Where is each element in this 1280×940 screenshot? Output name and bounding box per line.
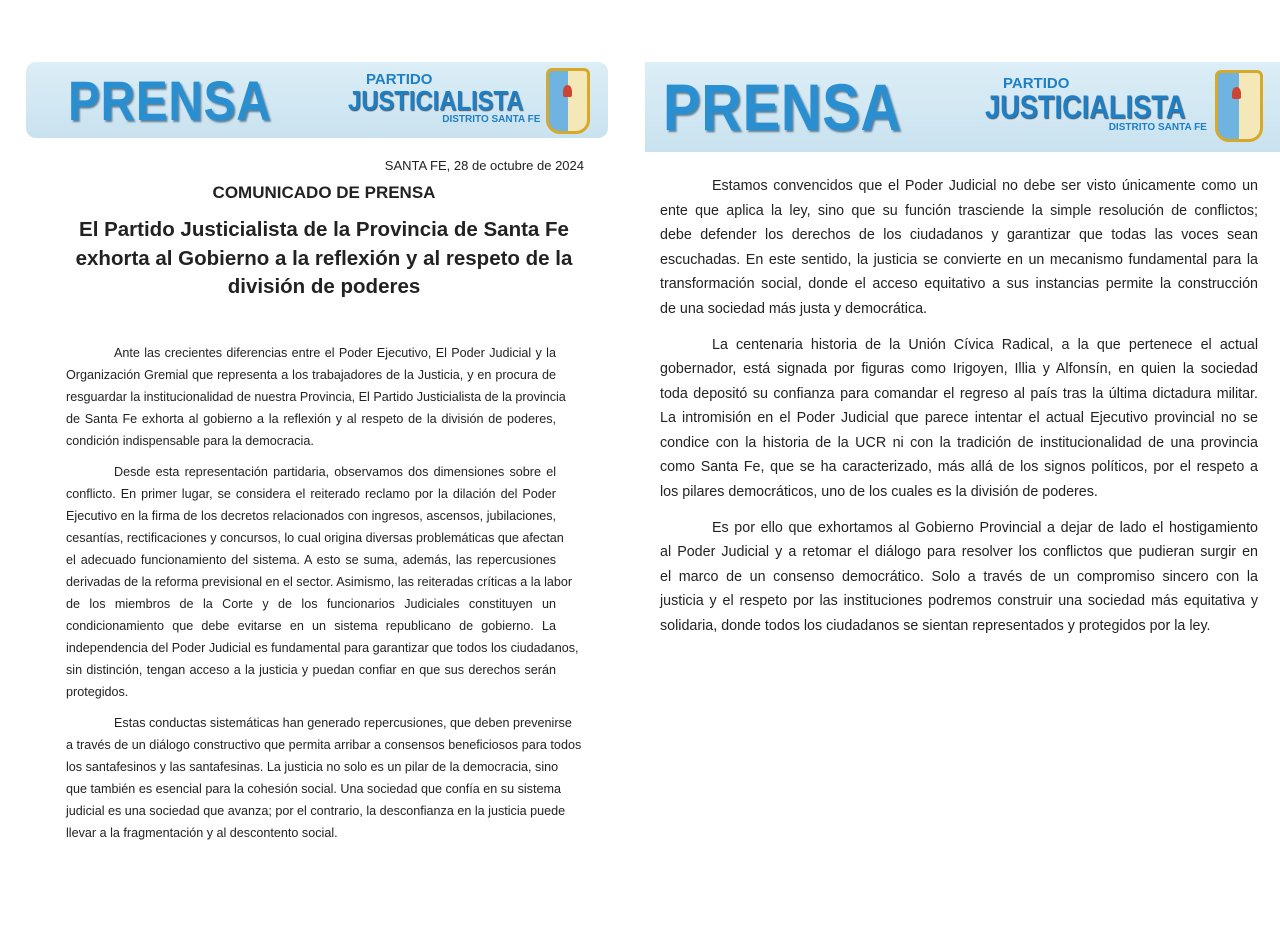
paragraph-line: condicionamiento que debe evitarse en un sistema republicano de gobierno. La — [66, 619, 556, 633]
paragraph-line: La centenaria historia de la Unión Cívica Radical, a la que pertenece el actual — [712, 336, 1258, 353]
paragraph — [66, 461, 579, 703]
party-seal-icon — [546, 68, 590, 134]
paragraph-line: el marco de un consenso democrático. Solo a través de un compromiso sincero con la — [660, 568, 1258, 585]
paragraph-line: derivadas de la reforma previsional en el sector. Asimismo, las reiteradas críticas a la labor — [66, 575, 573, 589]
logo-partido: PARTIDO — [1003, 75, 1070, 92]
paragraph — [660, 174, 1258, 321]
paragraph-line: conflicto. En primer lugar, se considera el reiterado reclamo por la dilación del Poder — [66, 487, 556, 501]
logo-distrito: DISTRITO SANTA FE — [442, 114, 541, 125]
paragraph-line: de Santa Fe exhorta al gobierno a la reflexión y al respeto de la división de poderes, — [66, 412, 556, 426]
paragraph-line: solidaria, donde todos los ciudadanos se sientan representados y protegidos por la ley. — [660, 617, 1211, 634]
press-title: El Partido Justicialista de la Provincia de Santa Fe exhorta al Gobierno a la reflexión y al respeto de la división de poderes — [75, 218, 573, 298]
press-date: SANTA FE, 28 de octubre de 2024 — [384, 158, 584, 173]
paragraph-line: Estamos convencidos que el Poder Judicial no debe ser visto únicamente como un — [712, 178, 1258, 194]
logo-partido: PARTIDO — [366, 71, 433, 88]
prensa-logo-text: PRENSA — [663, 70, 902, 144]
paragraph-line: sin distinción, tengan acceso a la justicia y puedan confiar en que sus derechos serán — [66, 663, 556, 677]
paragraph-line: condice con la historia de la UCR ni con la tradición de institucionalidad de una provincia — [660, 434, 1258, 451]
paragraph-line: debe defender los derechos de los ciudadanos y garantizar que todas las voces sean — [660, 227, 1258, 243]
party-logo — [348, 72, 554, 125]
paragraph-line: escuchadas. En este sentido, la justicia se convierte en un mecanismo fundamental para la — [660, 251, 1258, 268]
paragraph-line: Ante las crecientes diferencias entre el Poder Ejecutivo, El Poder Judicial y la — [114, 346, 556, 360]
paragraph-line: judicial es una sociedad que avanza; por el contrario, la desconfianza en la justicia puede — [66, 804, 566, 818]
paragraph-line: llevar a la fragmentación y al descontento social. — [66, 826, 338, 840]
paragraph-line: Es por ello que exhortamos al Gobierno Provincial a dejar de lado el hostigamiento — [712, 519, 1258, 536]
paragraph-line: ente que aplica la ley, sino que su función trasciende la simple resolución de conflictos; — [660, 202, 1258, 219]
paragraph-line: condición indispensable para la democracia. — [66, 434, 314, 448]
party-logo — [985, 76, 1221, 133]
paragraph-line: como Santa Fe, que se ha caracterizado, más allá de los signos políticos, por el respeto a — [660, 459, 1258, 475]
paragraph-line: Organización Gremial que representa a los trabajadores de la Justicia, y en procura de — [66, 368, 556, 382]
party-seal-icon — [1215, 70, 1263, 142]
paragraph-line: cesantías, rectificaciones y concursos, lo cual origina diversas problemáticas que afectan — [66, 531, 564, 545]
prensa-logo-text: PRENSA — [68, 68, 272, 132]
paragraph-line: Desde esta representación partidaria, observamos dos dimensiones sobre el — [114, 465, 556, 479]
paragraph-line: el adecuado funcionamiento del sistema. A esto se suma, además, las repercusiones — [66, 553, 556, 567]
press-banner-left — [26, 62, 608, 138]
paragraph-line: protegidos. — [66, 685, 129, 699]
paragraph-line: independencia del Poder Judicial es fundamental para garantizar que todos los ciudadanos, — [66, 641, 579, 655]
paragraph-line: justicia y el respeto por las instituciones podremos construir una sociedad más equitativa y — [660, 593, 1258, 609]
paragraph-line: Estas conductas sistemáticas han generado repercusiones, que deben prevenirse — [114, 716, 572, 730]
paragraph — [660, 516, 1258, 639]
paragraph-line: gobernador, está signada por figuras como Irigoyen, Illia y Alfonsín, en quien la sociedad — [660, 361, 1258, 377]
logo-justicialista: JUSTICIALISTA — [348, 85, 524, 116]
paragraph — [66, 342, 566, 452]
paragraph-line: transformación social, donde el acceso equitativo a sus instancias permite la construcción — [660, 276, 1258, 292]
paragraph-line: La intromisión en el Poder Judicial que parece intentar el actual Ejecutivo provincial no se — [660, 410, 1258, 426]
paragraph-line: de una sociedad más justa y democrática. — [660, 300, 928, 317]
paragraph-line: los santafesinos y las santafesinas. La justicia no solo es un pilar de la democracia, sino — [66, 760, 559, 774]
press-heading: COMUNICADO DE PRENSA — [212, 183, 436, 202]
paragraph-line: resguardar la institucionalidad de nuestra Provincia, El Partido Justicialista de la provincia — [66, 390, 566, 404]
press-banner-right — [645, 62, 1280, 152]
logo-distrito: DISTRITO SANTA FE — [1108, 122, 1207, 133]
logo-justicialista: JUSTICIALISTA — [985, 89, 1186, 125]
paragraph-line: los pilares democráticos, uno de los cuales es la división de poderes. — [660, 483, 1098, 500]
paragraph-line: toda depositó su confianza para comandar el regreso al país tras la última dictadura militar. — [660, 385, 1258, 402]
right-page-body — [660, 174, 1258, 650]
paragraph — [66, 712, 582, 844]
paragraph-line: a través de un diálogo constructivo que permita arribar a consensos beneficiosos para todos — [66, 738, 582, 752]
paragraph-line: al Poder Judicial y a retomar el diálogo para resolver los conflictos que pudieran surgir en — [660, 544, 1258, 560]
paragraph — [660, 333, 1258, 505]
paragraph-line: de los miembros de la Corte y de los funcionarios Judiciales constituyen un — [66, 597, 556, 611]
left-page-body — [66, 342, 582, 853]
paragraph-line: que también es esencial para la cohesión social. Una sociedad que confía en su sistema — [66, 782, 561, 796]
paragraph-line: Ejecutivo en la firma de los decretos relacionados con ingresos, ascensos, jubilaciones, — [66, 509, 556, 523]
